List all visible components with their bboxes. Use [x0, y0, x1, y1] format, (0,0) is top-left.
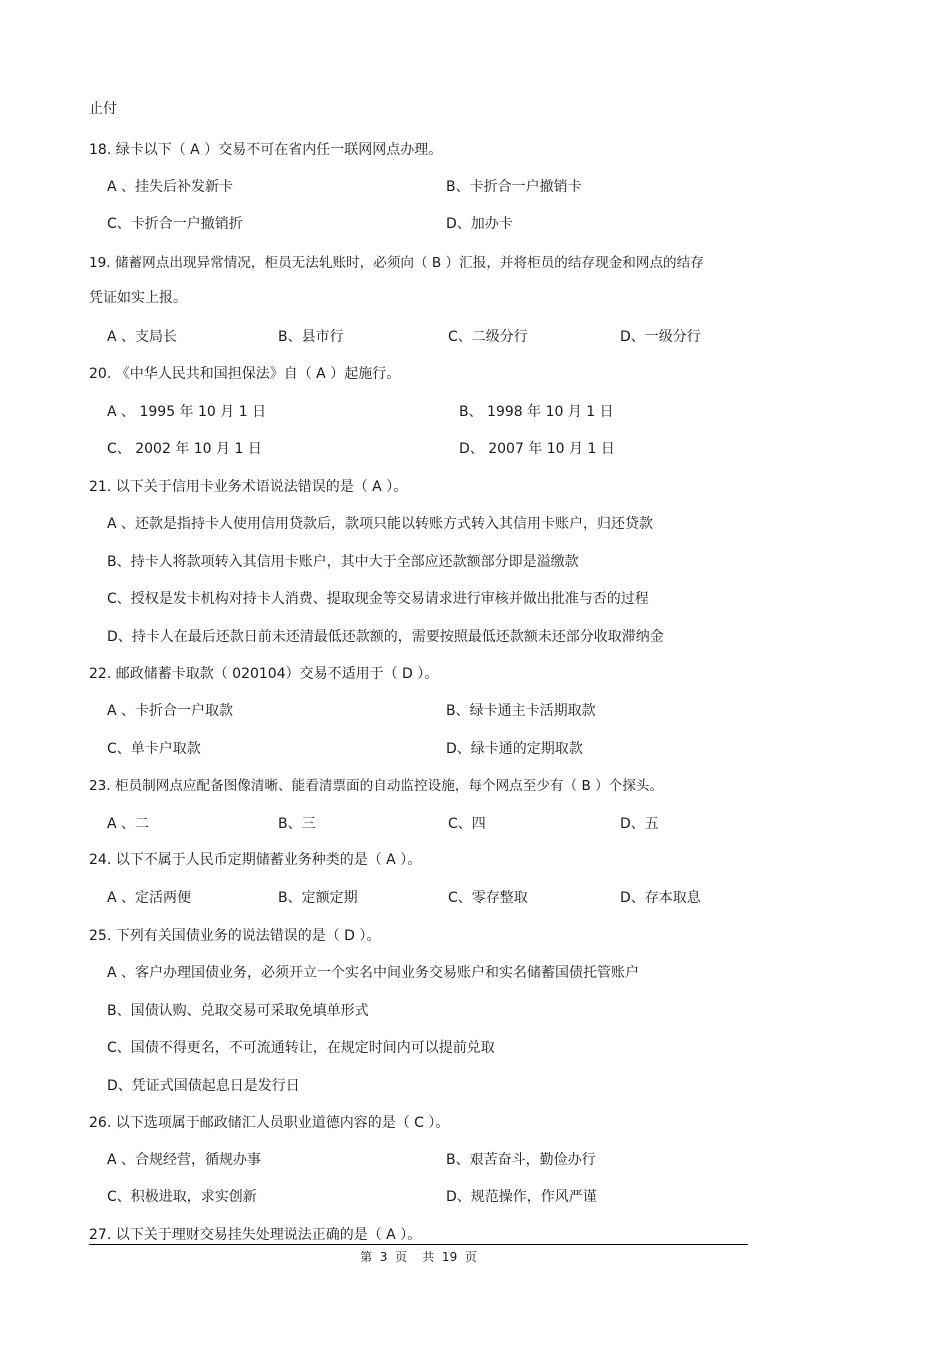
- question-27: 27. 以下关于理财交易挂失处理说法正确的是（ A ）。: [89, 1227, 422, 1243]
- option-a: A 、定活两便: [107, 890, 192, 906]
- option-d: D、持卡人在最后还款日前未还清最低还款额的，需要按照最低还款额未还部分收取滞纳金: [107, 629, 664, 645]
- option-c: C、四: [448, 816, 486, 832]
- option-a: A 、还款是指持卡人使用信用贷款后，款项只能以转账方式转入其信用卡账户，归还贷款: [107, 516, 654, 532]
- option-c: C、积极进取，求实创新: [107, 1189, 257, 1205]
- option-c: C、二级分行: [448, 329, 528, 345]
- option-b: B、定额定期: [278, 890, 358, 906]
- question-24: 24. 以下不属于人民币定期储蓄业务种类的是（ A ）。: [89, 852, 422, 868]
- option-d: D、存本取息: [620, 890, 701, 906]
- text-line: 止付: [89, 101, 117, 117]
- option-d: D、加办卡: [446, 216, 513, 232]
- option-c: C、国债不得更名，不可流通转让，在规定时间内可以提前兑取: [107, 1040, 495, 1056]
- page-number: 第 3 页 共 19 页: [360, 1250, 477, 1264]
- option-a: A 、 1995 年 10 月 1 日: [107, 404, 267, 420]
- option-d: D、 2007 年 10 月 1 日: [459, 441, 615, 457]
- option-b: B、卡折合一户撤销卡: [446, 179, 582, 195]
- option-d: D、凭证式国债起息日是发行日: [107, 1078, 300, 1094]
- option-a: A 、客户办理国债业务，必须开立一个实名中间业务交易账户和实名储蓄国债托管账户: [107, 965, 640, 981]
- option-d: D、一级分行: [620, 329, 701, 345]
- option-c: C、单卡户取款: [107, 741, 201, 757]
- page-footer: [89, 1248, 748, 1266]
- option-b: B、艰苦奋斗，勤俭办行: [446, 1152, 596, 1168]
- option-c: C、授权是发卡机构对持卡人消费、提取现金等交易请求进行审核并做出批准与否的过程: [107, 591, 649, 607]
- option-c: C、卡折合一户撤销折: [107, 216, 243, 232]
- option-b: B、县市行: [278, 329, 344, 345]
- question-19-cont: 凭证如实上报。: [89, 290, 187, 306]
- option-b: B、绿卡通主卡活期取款: [446, 703, 596, 719]
- question-19: 19. 储蓄网点出现异常情况，柜员无法轧账时，必须向（ B ）汇报，并将柜员的结存现金和网点的结存: [89, 255, 704, 271]
- option-b: B、持卡人将款项转入其信用卡账户，其中大于全部应还款额部分即是溢缴款: [107, 554, 579, 570]
- option-a: A 、合规经营，循规办事: [107, 1152, 262, 1168]
- question-18: 18. 绿卡以下（ A ）交易不可在省内任一联网网点办理。: [89, 142, 443, 158]
- footer-divider: [89, 1244, 748, 1245]
- question-26: 26. 以下选项属于邮政储汇人员职业道德内容的是（ C ）。: [89, 1115, 450, 1131]
- option-c: C、 2002 年 10 月 1 日: [107, 441, 262, 457]
- question-23: 23. 柜员制网点应配备图像清晰、能看清票面的自动监控设施，每个网点至少有（ B ）个探头。: [89, 778, 664, 794]
- option-c: C、零存整取: [448, 890, 528, 906]
- question-22: 22. 邮政储蓄卡取款（ 020104）交易不适用于（ D ）。: [89, 666, 439, 682]
- question-21: 21. 以下关于信用卡业务术语说法错误的是（ A ）。: [89, 479, 408, 495]
- option-b: B、 1998 年 10 月 1 日: [459, 404, 614, 420]
- option-d: D、规范操作，作风严谨: [446, 1189, 597, 1205]
- option-d: D、绿卡通的定期取款: [446, 741, 583, 757]
- question-20: 20. 《中华人民共和国担保法》自（ A ）起施行。: [89, 366, 401, 382]
- option-a: A 、卡折合一户取款: [107, 703, 234, 719]
- question-25: 25. 下列有关国债业务的说法错误的是（ D ）。: [89, 928, 381, 944]
- option-b: B、国债认购、兑取交易可采取免填单形式: [107, 1003, 369, 1019]
- option-d: D、五: [620, 816, 659, 832]
- option-a: A 、二: [107, 816, 150, 832]
- option-a: A 、挂失后补发新卡: [107, 179, 234, 195]
- option-b: B、三: [278, 816, 316, 832]
- option-a: A 、支局长: [107, 329, 178, 345]
